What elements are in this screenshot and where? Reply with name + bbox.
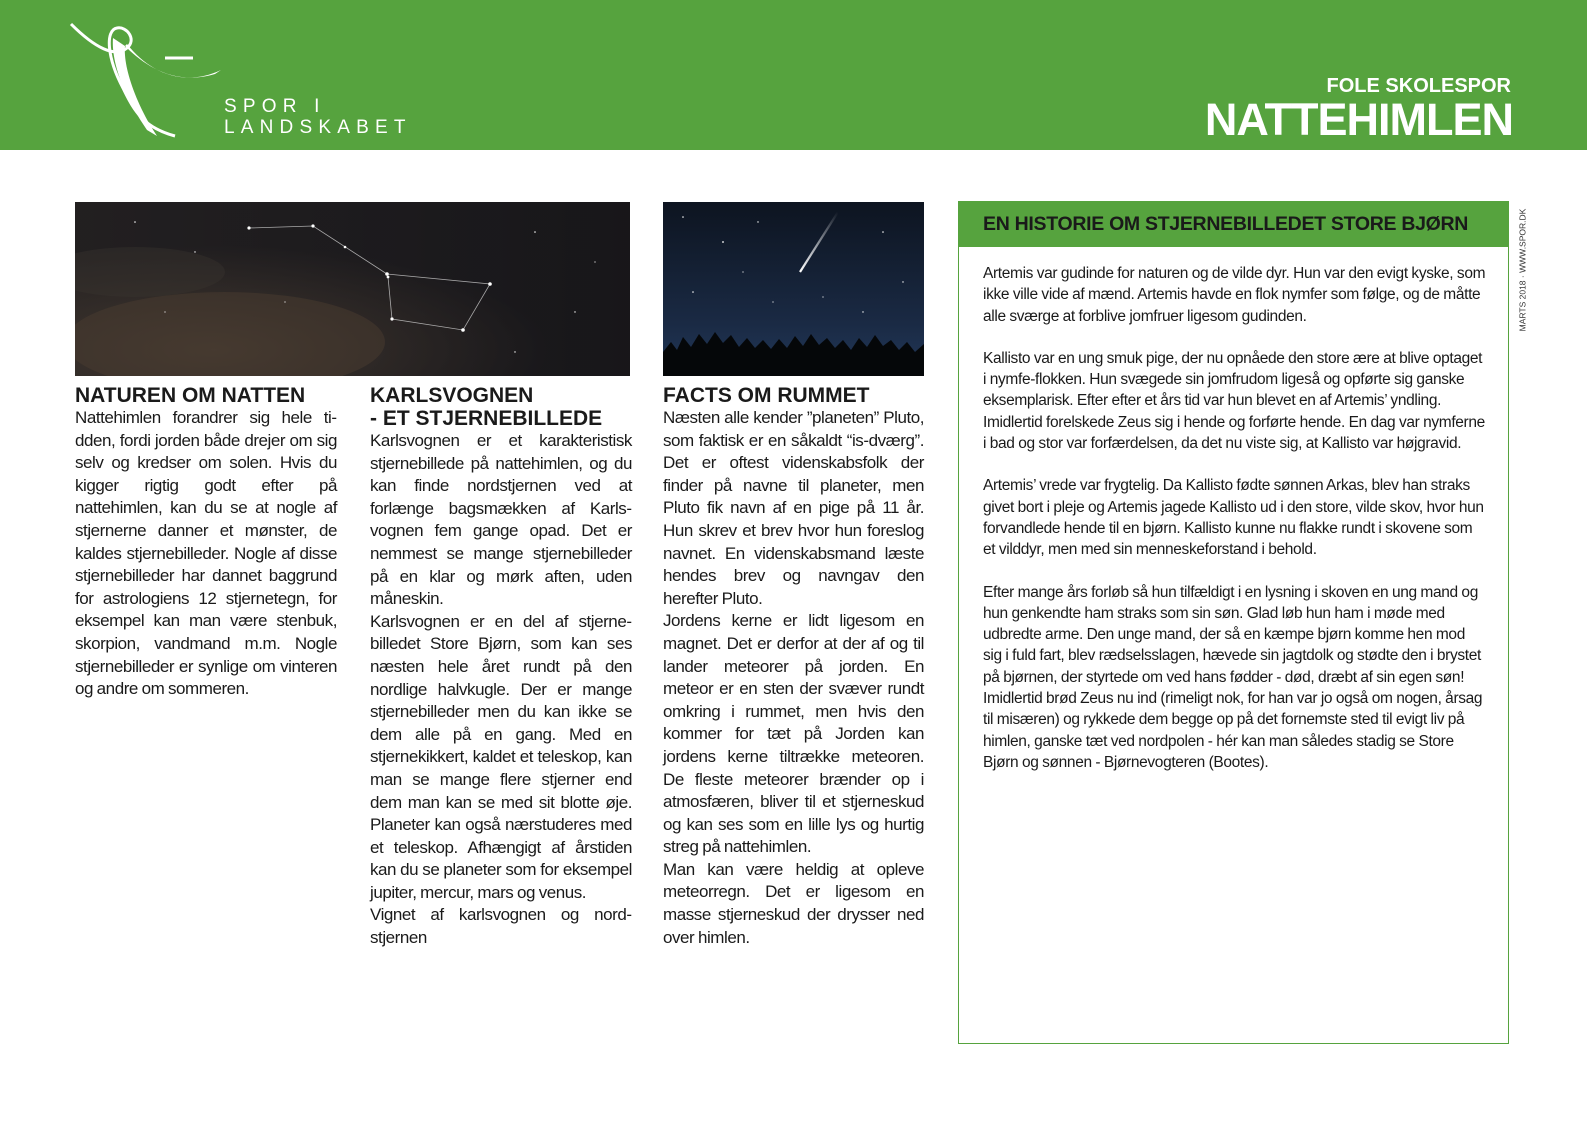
heading-line: NATUREN OM NATTEN: [75, 384, 306, 407]
column-heading: [75, 384, 337, 407]
column-karlsvognen: [370, 384, 632, 950]
column-paragraph: Karlsvognen er en del af stjernebilledet Store Bjørn, som kan ses næsten hele året rundt på den nordlige halvkugle. Der er mange stjernebilleder men du kan ikke se dem alle på en gang. Med en stjernekikkert, kaldet et teleskop, kan man se mange flere stjerner end dem man kan se med sit blotte øje. Planeter kan også nærstuderes med et teleskop. Afhængigt af årstiden kan du se planeter som for eksempel jupiter, mercur, mars og venus.: [370, 611, 632, 902]
side-note-text: MARTS 2018 · WWW.SPOR.DK: [1517, 208, 1528, 332]
column-paragraph: Nattehimlen forandrer sig hele tidden, fordi jorden både drejer om sig selv og kredser om solen. Hvis du kigger rigtig godt efter på nattehimlen, kan du se at nogle af stjernerne danner et mønster, de kaldes stjernebilleder. Nogle af disse stjernebilleder har dannet baggrund for astrologiens 12 stjernetegn, for eksempel kan man være stenbuk, skorpion, vandmand m.m. Nogle stjernebilleder er synlige om vinteren og andre om sommeren.: [75, 408, 337, 699]
logo-line-2: LANDSKABET: [224, 117, 412, 138]
shooting-star-photo: [663, 202, 924, 376]
story-box: [958, 201, 1509, 1044]
story-body: [959, 247, 1508, 773]
big-dipper-photo: [75, 202, 630, 376]
column-paragraph: Jordens kerne er lidt ligesom en magnet. Det er derfor at der af og til lander meteorer på jorden. En meteor er en sten der svæver rundt omkring i rummet, men hvis den kommer for tæt på Jorden kan jordens kerne tiltrække meteoren. De fleste meteorer brænder op i atmosfæren, bliver til et stjerneskud og kan ses som en lille lys og hurtig streg på nattehimlen.: [663, 611, 924, 857]
logo-wordmark: [224, 96, 412, 138]
column-facts: [663, 384, 924, 949]
spor-logo-icon: [65, 18, 235, 143]
heading-line: - ET STJERNEBILLEDE: [370, 407, 603, 430]
story-paragraph: Kallisto var en ung smuk pige, der nu opnåede den store ære at blive optaget i nymfe-flokken. Hun svægede sin jomfrudom ligeså og opførte sig ganske eksemplarisk. Efter efter et års tid var hun blevet en af Artemis’ yndling. Imidlertid forelskede Zeus sig i hende og forførte hende. En dag var nymferne i bad og stor var forfærdelsen, da det nu viste sig, at Kallisto var højgravid.: [983, 349, 1485, 453]
heading-line: FACTS OM RUMMET: [663, 384, 870, 407]
heading-line: KARLSVOGNEN: [370, 384, 534, 407]
column-naturen: [75, 384, 337, 701]
column-heading: [663, 384, 924, 407]
side-note: [1517, 205, 1527, 340]
story-paragraph: Efter mange års forløb så hun tilfældigt i en lysning i skoven en ung mand og hun genkendte ham straks som sin søn. Glad løb hun ham i møde med udbredte arme. Den unge mand, der så en kæmpe bjørn komme hen mod sig i fuld fart, blev rædselsslagen, hævede sin jagtdolk og stødte den i brystet på bjørnen, der styrtede om ved hans fødder - død, dræbt af sin egen søn! Imidlertid brød Zeus nu ind (rimeligt nok, for han var jo også om nogen, årsag til misæren) og rykkede dem begge op på det fornemste sted til evigt liv på himlen, ganske tæt ved nordpolen - hér kan man således stadig se Store Bjørn og sønnen - Bjørnevogteren (Bootes).: [983, 583, 1483, 771]
story-heading: EN HISTORIE OM STJERNEBILLEDET STORE BJØRN: [959, 202, 1508, 247]
column-paragraph: Vignet af karlsvognen og nordstjernen: [370, 905, 632, 948]
page-title: NATTEHIMLEN: [1204, 94, 1513, 145]
story-paragraph: Artemis’ vrede var frygtelig. Da Kallisto fødte sønnen Arkas, blev han straks givet bort i pleje og Artemis jagede Kallisto ud i den store, vilde skov, hvor hun forvandlede hende til en bjørn. Kallisto kunne nu flakke rundt i skovene som et vilddyr, men med sin menneskeforstand i behold.: [983, 477, 1484, 559]
column-paragraph: Karlsvognen er et karakteristisk stjernebillede på nattehimlen, og du kan finde nordstjernen ved at forlænge bagsmækken af Karlsvognen fem gange opad. Det er nemmest se mange stjernebilleder på en klar og mørk aften, uden måneskin.: [370, 431, 632, 609]
logo-line-1: SPOR I: [224, 96, 326, 117]
story-paragraph: Artemis var gudinde for naturen og de vilde dyr. Hun var den evigt kyske, som ikke ville vide af mænd. Artemis havde en flok nymfer som følge, og de måtte alle sværge at forblive jomfruer ligesom gudinden.: [983, 265, 1486, 325]
column-paragraph: Man kan være heldig at opleve meteorregn. Det er ligesom en masse stjerneskud der drysser ned over himlen.: [663, 859, 924, 947]
page-subtitle: FOLE SKOLESPOR: [1326, 75, 1511, 97]
column-heading: [370, 384, 632, 430]
header-banner: [0, 0, 1587, 150]
column-paragraph: Næsten alle kender ”planeten” Pluto, som faktisk er en såkaldt “is-dværg”. Det er oftest videnskabsfolk der finder på navne til planeter, men Pluto fik navn af en pige på 11 år. Hun skrev et brev hvor hun foreslog navnet. En videnskabsmand læste hendes brev og navngav den herefter Pluto.: [663, 408, 924, 608]
